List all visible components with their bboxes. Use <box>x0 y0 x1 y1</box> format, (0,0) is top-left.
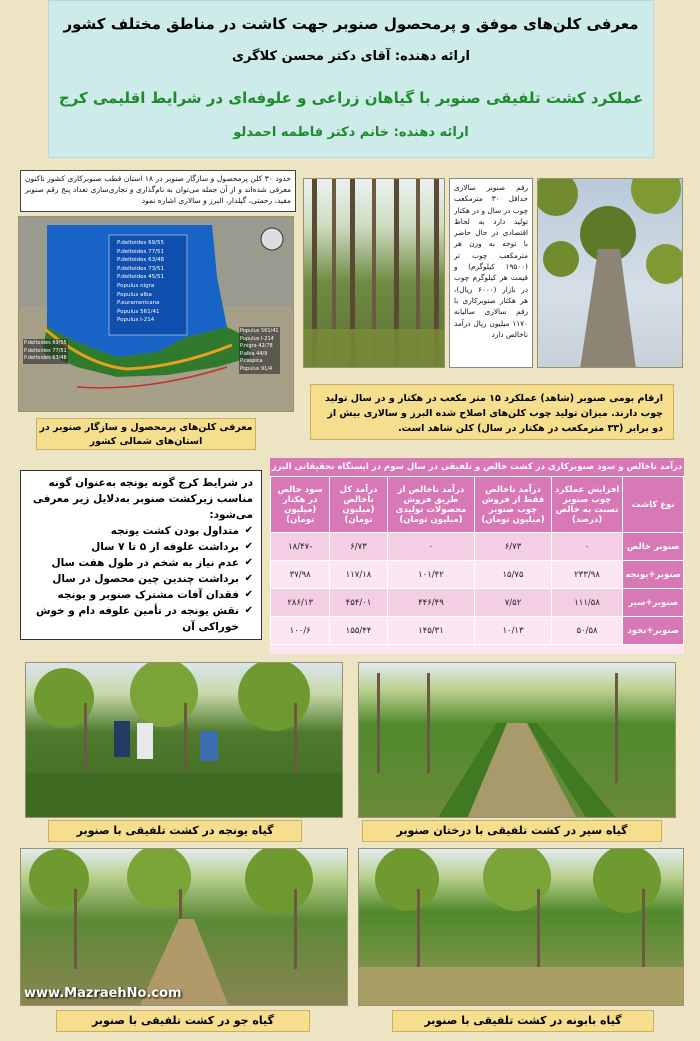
barley-scene <box>20 849 347 1006</box>
main-title: معرفی کلن‌های موفق و پرمحصول صنوبر جهت کاشت در مناطق مختلف کشور <box>63 15 639 33</box>
table-cell: ۱۴۵/۳۱ <box>387 617 475 645</box>
table-header-cell: سود خالص در هکتار (میلیون تومان) <box>271 477 330 533</box>
list-item <box>29 555 253 571</box>
list-item <box>29 603 253 635</box>
table-header-cell: درآمد کل ناخالص (میلیون تومان) <box>330 477 387 533</box>
income-table-panel <box>270 458 684 654</box>
table-cell: ۰ <box>551 533 623 561</box>
table-header-cell: نوع کاشت <box>623 477 684 533</box>
check-icon: ✔ <box>244 605 253 616</box>
garlic-photo <box>358 662 676 818</box>
map-label: Populus 561/41 <box>240 328 279 334</box>
poplar-tree-photo <box>537 178 683 368</box>
table-cell: ۴۵۴/۰۱ <box>330 589 387 617</box>
poplar-stand-photo <box>303 178 445 368</box>
income-table <box>270 476 684 645</box>
table-cell: ۱۵۵/۴۴ <box>330 617 387 645</box>
table-row <box>271 617 684 645</box>
map-label: Populus 91/4 <box>240 365 273 372</box>
alfalfa-intro: در شرایط کرج گونه یونجه به‌عنوان گونه مناسب زیرکشت صنوبر به‌دلایل زیر معرفی می‌شود: <box>32 477 253 521</box>
table-cell: ۴۴۶/۴۹ <box>387 589 475 617</box>
table-row <box>271 533 684 561</box>
table-cell: صنوبر خالص <box>623 533 684 561</box>
map-label: P.deltoides 77/51 <box>24 347 67 354</box>
presenter-1: ارائه دهنده: آقای دکتر محسن کلاگری <box>232 49 470 64</box>
check-icon: ✔ <box>244 589 253 600</box>
barley-photo <box>20 848 348 1006</box>
list-item <box>29 587 253 603</box>
alfalfa-caption: گیاه یونجه در کشت تلفیقی با صنوبر <box>48 820 302 842</box>
clones-note: حدود ۳۰ کلن پرمحصول و سازگار صنوبر در ۱۸ استان قطب صنوبرکاری کشور تاکنون معرفی شده‌اند و از آن جمله می‌توان به نام‌گذاری و تجاری‌سازی تعداد پنج رقم صنوبر مفید، رحمتی، گیلدار، البرز و سالاری اشاره نمود <box>20 170 296 212</box>
alfalfa-list <box>29 523 253 635</box>
map-image <box>18 216 294 412</box>
barley-caption: گیاه جو در کشت تلفیقی با صنوبر <box>56 1010 310 1032</box>
alfalfa-box <box>20 470 262 640</box>
poplar-crown <box>537 179 682 368</box>
table-cell: ۱۰۱/۴۲ <box>387 561 475 589</box>
map-label: P.deltoides 63/48 <box>24 355 67 361</box>
map-legend-item: P.deltoides 73/51 <box>117 265 164 272</box>
chamomile-photo <box>358 848 684 1006</box>
yield-note: ارقام بومی صنوبر (شاهد) عملکرد ۱۵ متر مکعب در هکتار و در سال تولید چوب دارند. میزان تولید چوب کلن‌های اصلاح شده البرز و سالاری بیش از دو برابر (۳۳ مترمکعب در هکتار در سال) کلن شاهد است. <box>310 384 674 440</box>
map-legend-item: Populus nigra <box>117 282 155 289</box>
table-cell: صنوبر+نخود <box>623 617 684 645</box>
list-item-text: برداشت علوفه از ۵ تا ۷ سال <box>91 541 239 553</box>
map-caption: معرفی کلن‌های پرمحصول و سازگار صنوبر در استان‌های شمالی کشور <box>36 418 256 450</box>
map-legend-item: Populus alba <box>117 291 152 298</box>
map-label: Populus I-214 <box>240 335 274 342</box>
table-cell: ۳۷/۹۸ <box>271 561 330 589</box>
salari-text: رقم صنوبر سالاری حداقل ۳۰ مترمکعب چوب در سال و در هکتار تولید دارد به لحاظ اقتصادی در حال حاضر با توجه به وزن هر مترمکعب چوب تر (۱۹۵۰۰ کیلوگرم) و قیمت هر کیلوگرم چوب در بازار (۶۰۰۰ ریال)، هر هکتار صنوبرکاری با رقم سالاری سالیانه ۱۱۷۰ میلیون ریال درآمد ناخالص دارد <box>449 178 533 368</box>
table-header-cell: درآمد ناخالص فقط از فروش چوب صنوبر (میلیون تومان) <box>475 477 551 533</box>
check-icon: ✔ <box>244 525 253 536</box>
sub-title: عملکرد کشت تلفیقی صنوبر با گیاهان زراعی و علوفه‌ای در شرایط اقلیمی کرج <box>58 89 644 107</box>
table-cell: ۱۱۷/۱۸ <box>330 561 387 589</box>
list-item-text: عدم نیاز به شخم در طول هفت سال <box>51 557 239 569</box>
chamomile-caption: گیاه بابونه در کشت تلفیقی با صنوبر <box>392 1010 654 1032</box>
list-item <box>29 571 253 587</box>
map-label: P.caspica <box>240 358 263 364</box>
map-label: P.alba 44/9 <box>240 350 268 357</box>
list-item <box>29 523 253 539</box>
list-item-text: متداول بودن کشت یونجه <box>110 525 239 537</box>
table-header-cell: درآمد ناخالص از طریق فروش محصولات تولیدی (میلیون تومان) <box>387 477 475 533</box>
table-cell: ۲۸۶/۱۳ <box>271 589 330 617</box>
poplar-trunks <box>303 179 444 368</box>
table-cell: ۲۳۳/۹۸ <box>551 561 623 589</box>
map-legend-item: Populus I-214 <box>117 317 155 324</box>
chamomile-scene <box>358 849 683 1006</box>
garlic-scene <box>358 663 675 818</box>
map-legend-item: P.deltoides 45/51 <box>117 274 164 281</box>
check-icon: ✔ <box>244 573 253 584</box>
table-cell: ۷/۵۲ <box>475 589 551 617</box>
table-header-row <box>271 477 684 533</box>
map-legend <box>117 239 164 325</box>
check-icon: ✔ <box>244 541 253 552</box>
list-item-text: فقدان آفات مشترک صنوبر و یونجه <box>57 589 239 601</box>
table-cell: ۱۰۰/۶ <box>271 617 330 645</box>
map-legend-item: P.deltoides 77/51 <box>117 248 164 255</box>
table-cell: ۵۰/۵۸ <box>551 617 623 645</box>
alfalfa-photo <box>25 662 343 818</box>
garlic-caption: گیاه سیر در کشت تلفیقی با درختان صنوبر <box>362 820 662 842</box>
table-row <box>271 589 684 617</box>
table-cell: ۱۱۱/۵۸ <box>551 589 623 617</box>
table-header-cell: افزایش عملکرد چوب صنوبر نسبت به خالص (درصد) <box>551 477 623 533</box>
list-item <box>29 539 253 555</box>
watermark: www.MazraehNo.com <box>24 986 182 1001</box>
table-title: درآمد ناخالص و سود صنوبرکاری در کشت خالص و تلفیقی در سال سوم در ایستگاه تحقیقاتی البرز <box>270 458 684 476</box>
map-legend-item: P.euramericana <box>117 300 160 307</box>
list-item-text: نقش یونجه در تأمین علوفه دام و خوش خوراکی آن <box>35 605 239 633</box>
table-cell: ۱۵/۷۵ <box>475 561 551 589</box>
header-panel <box>48 0 654 158</box>
map-labels-left <box>23 339 68 364</box>
table-cell: -۱۸/۴۷ <box>271 533 330 561</box>
map-label: P.nigra 42/78 <box>240 343 273 349</box>
map-legend-item: P.deltoides 63/48 <box>117 257 164 264</box>
map-labels-right <box>239 327 280 374</box>
table-cell: ۶/۷۳ <box>330 533 387 561</box>
table-cell: صنوبر+سیر <box>623 589 684 617</box>
table-cell: ۰ <box>387 533 475 561</box>
map-legend-item: Populus 561/41 <box>117 308 160 315</box>
map-legend-item: P.deltoides 69/55 <box>117 240 164 246</box>
check-icon: ✔ <box>244 557 253 568</box>
table-row <box>271 561 684 589</box>
table-cell: ۱۰/۱۳ <box>475 617 551 645</box>
table-cell: ۶/۷۳ <box>475 533 551 561</box>
map-label: P.deltoides 69/55 <box>24 340 67 346</box>
presenter-2: ارائه دهنده: خانم دکتر فاطمه احمدلو <box>233 125 469 140</box>
alfalfa-scene <box>25 663 342 818</box>
list-item-text: برداشت چندین چین محصول در سال <box>52 573 239 585</box>
table-cell: صنوبر+یونجه <box>623 561 684 589</box>
